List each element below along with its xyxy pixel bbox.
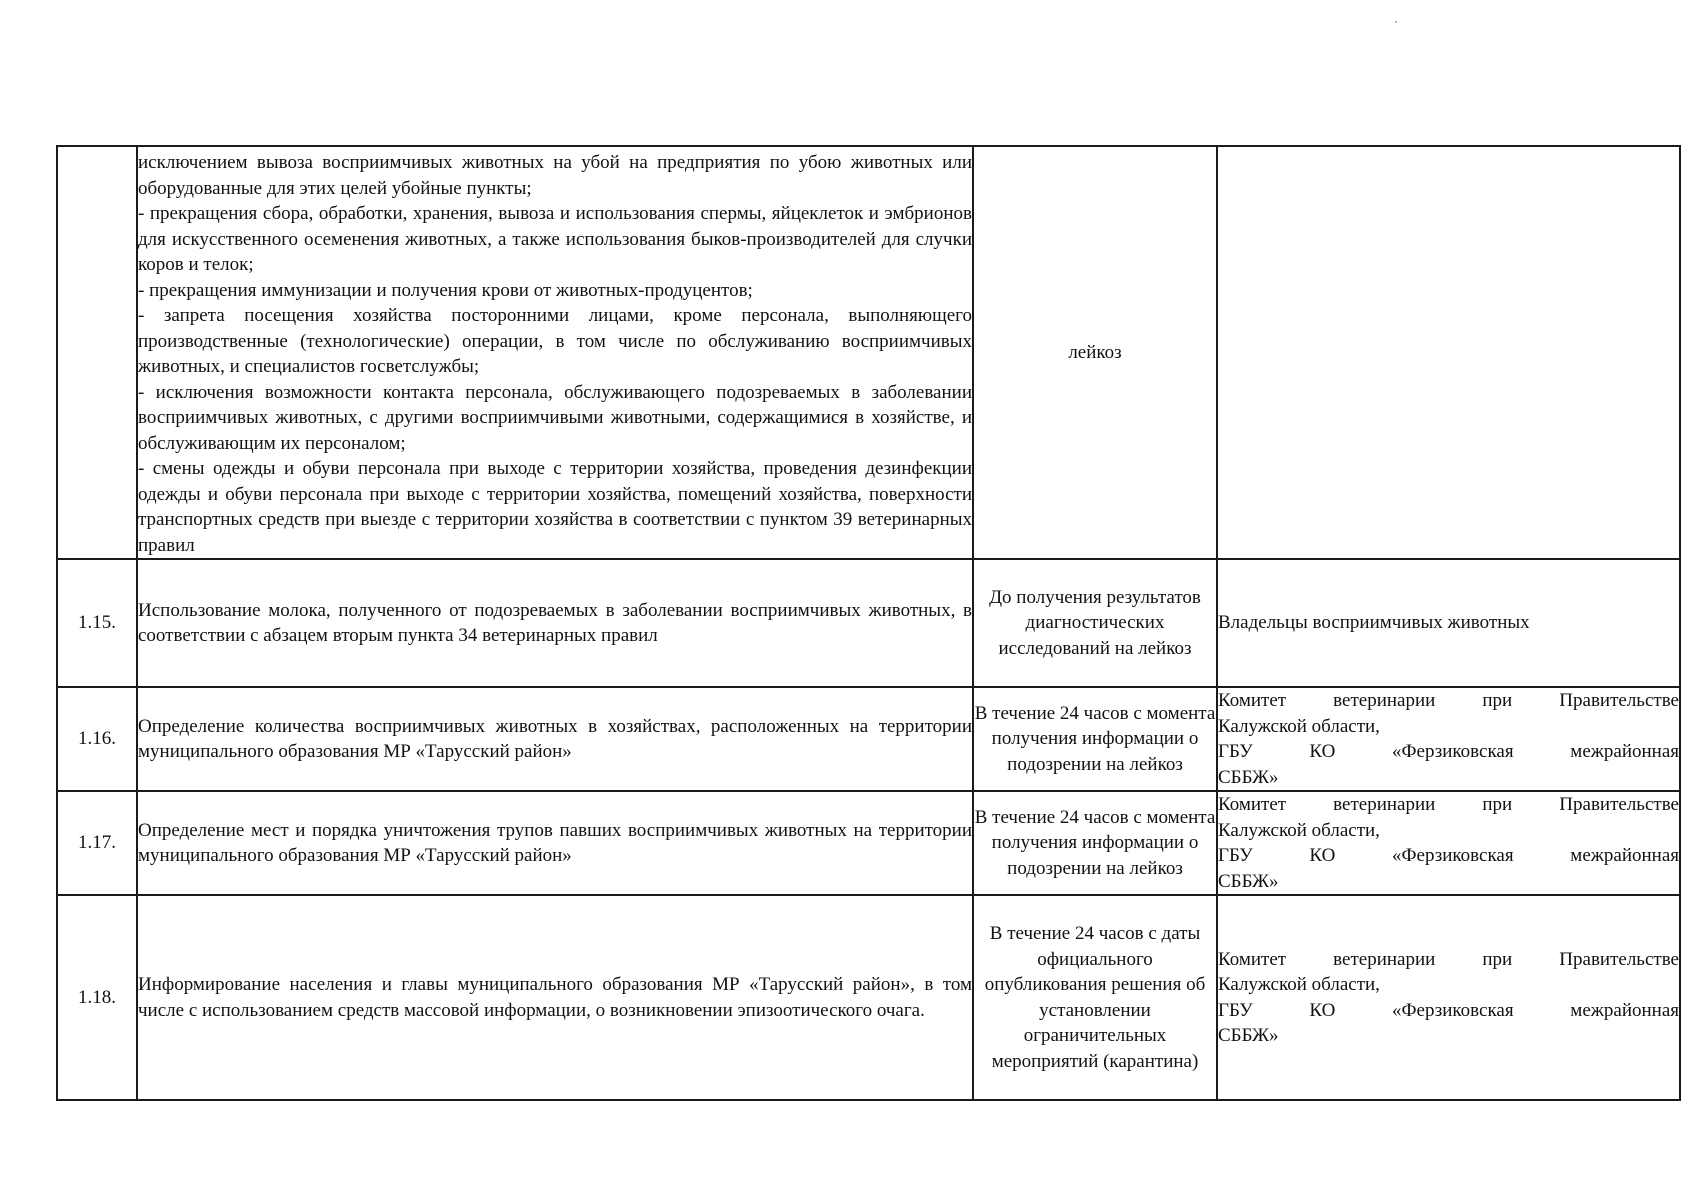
table-row — [57, 895, 1680, 1100]
responsible-line: Комитет ветеринарии при Правительстве — [1218, 794, 1679, 815]
responsible-line: Владельцы восприимчивых животных — [1218, 612, 1530, 634]
row-number: 1.15. — [57, 559, 137, 687]
responsible-line: СББЖ» — [1218, 870, 1279, 892]
measure-cell — [137, 146, 973, 559]
responsible-cell — [1217, 895, 1680, 1100]
table-row — [57, 791, 1680, 895]
responsible-line: ГБУ КО «Ферзиковская межрайонная — [1218, 845, 1679, 866]
measure-cell: Определение мест и порядка уничтожения трупов павших восприимчивых животных на территории муниципального образования МР «Тарусский район» — [137, 791, 973, 895]
measure-cell: Информирование населения и главы муниципального образования МР «Тарусский район», в том числе с использованием средств массовой информации, о возникновении эпизоотического очага. — [137, 895, 973, 1100]
responsible-line: СББЖ» — [1218, 1025, 1279, 1046]
table-row — [57, 559, 1680, 687]
term-cell: В течение 24 часов с момента получения информации о подозрении на лейкоз — [973, 687, 1217, 791]
responsible-line: Калужской области, — [1218, 974, 1380, 995]
responsible-line: Калужской области, — [1218, 715, 1380, 737]
scan-speck — [1395, 21, 1397, 23]
measure-cell: Использование молока, полученного от подозреваемых в заболевании восприимчивых животных, в соответствии с абзацем вторым пункта 34 ветеринарных правил — [137, 559, 973, 687]
responsible-line: ГБУ КО «Ферзиковская межрайонная — [1218, 999, 1679, 1021]
row-number: 1.16. — [57, 687, 137, 791]
responsible-cell — [1217, 791, 1680, 895]
term-cell: До получения результатов диагностических исследований на лейкоз — [973, 559, 1217, 687]
responsible-cell — [1217, 146, 1680, 559]
row-number: 1.17. — [57, 791, 137, 895]
responsible-line: СББЖ» — [1218, 766, 1279, 788]
measure-line: - смены одежды и обуви персонала при выходе с территории хозяйства, проведения дезинфекции одежды и обуви персонала при выходе с территории хозяйства, помещений хозяйства, поверхности транспортных средств при выезде с территории хозяйства в соответствии с пунктом 39 ветеринарных правил — [138, 458, 972, 556]
responsible-line: Комитет ветеринарии при Правительстве — [1218, 690, 1679, 711]
responsible-line: ГБУ КО «Ферзиковская межрайонная — [1218, 741, 1679, 762]
term-cell: В течение 24 часов с даты официального опубликования решения об установлении ограничительных мероприятий (карантина) — [973, 895, 1217, 1100]
measures-table — [56, 145, 1681, 1101]
term-cell: В течение 24 часов с момента получения информации о подозрении на лейкоз — [973, 791, 1217, 895]
measure-cell: Определение количества восприимчивых животных в хозяйствах, расположенных на территории муниципального образования МР «Тарусский район» — [137, 687, 973, 791]
row-number: 1.18. — [57, 895, 137, 1100]
responsible-line: Калужской области, — [1218, 819, 1380, 841]
measure-line: - запрета посещения хозяйства посторонними лицами, кроме персонала, выполняющего производственные (технологические) операции, в том числе по обслуживанию восприимчивых животных, и специалистов госветслужбы; — [138, 305, 972, 377]
table-row — [57, 146, 1680, 559]
term-cell: лейкоз — [973, 146, 1217, 559]
row-number — [57, 146, 137, 559]
responsible-cell — [1217, 687, 1680, 791]
responsible-cell — [1217, 559, 1680, 687]
measure-line: - прекращения сбора, обработки, хранения, вывоза и использования спермы, яйцеклеток и эмбрионов для искусственного осеменения животных, а также использования быков-производителей для случки коров и телок; — [138, 203, 972, 275]
measure-line: - исключения возможности контакта персонала, обслуживающего подозреваемых в заболевании восприимчивых животных, с другими восприимчивыми животными, содержащимися в хозяйстве, и обслуживающим их персоналом; — [138, 381, 972, 454]
table-row — [57, 687, 1680, 791]
responsible-line: Комитет ветеринарии при Правительстве — [1218, 948, 1679, 970]
measure-line: исключением вывоза восприимчивых животных на убой на предприятия по убою животных или оборудованные для этих целей убойные пункты; — [138, 152, 972, 199]
measure-line: - прекращения иммунизации и получения крови от животных-продуцентов; — [138, 279, 753, 301]
